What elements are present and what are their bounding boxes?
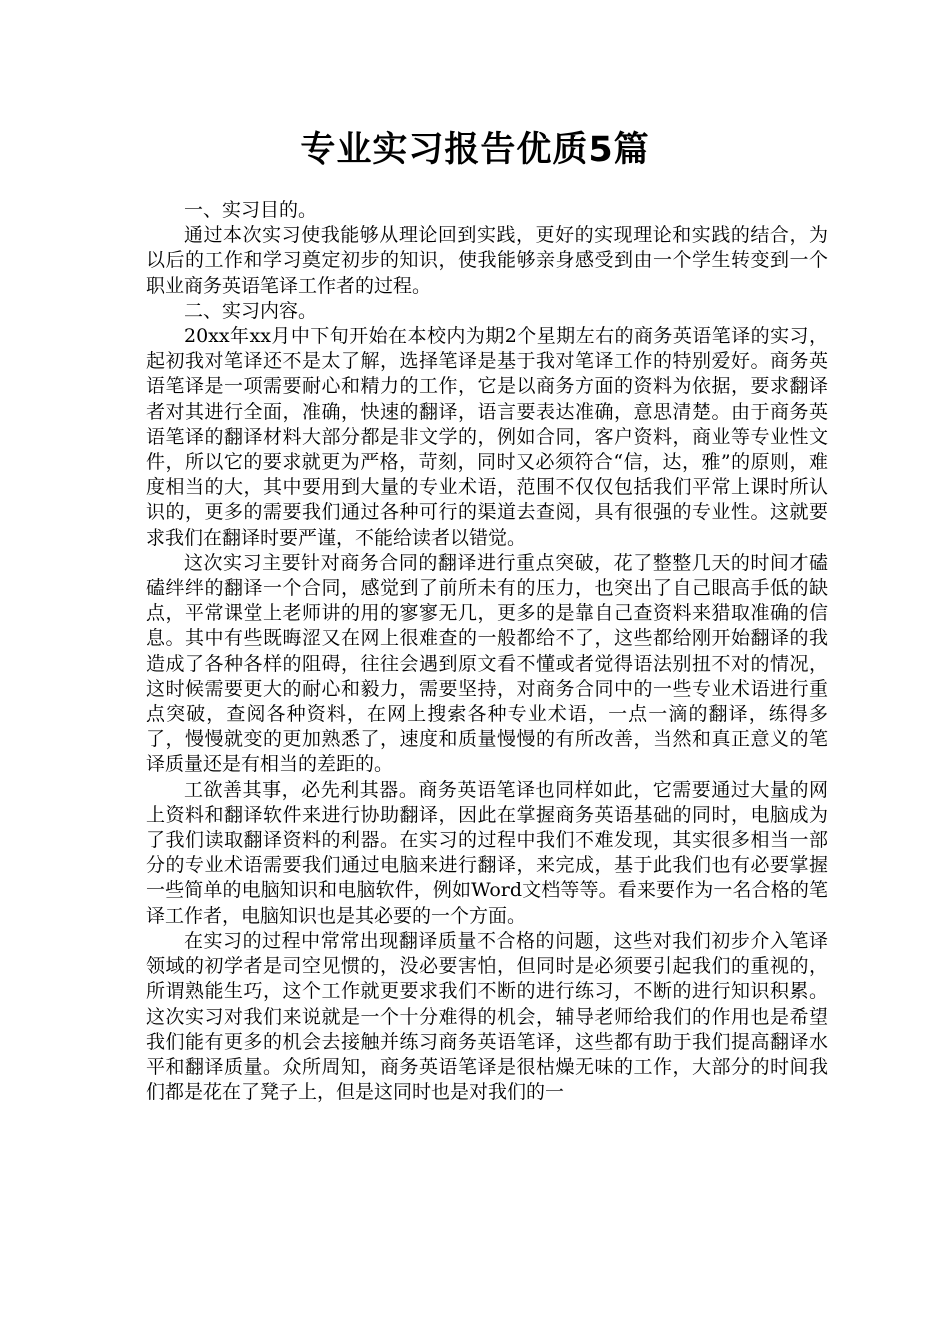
document-body [146, 198, 828, 1105]
paragraph-computer-tools: 工欲善其事，必先利其器。商务英语笔译也同样如此，它需要通过大量的网上资料和翻译软件来进行协助翻译，因此在掌握商务英语基础的同时，电脑成为了我们读取翻译资料的利器。在实习的过程中我们不难发现，其实很多相当一部分的专业术语需要我们通过电脑来进行翻译，来完成，基于此我们也有必要掌握一些简单的电脑知识和电脑软件，例如Word文档等等。看来要作为一名合格的笔译工作者，电脑知识也是其必要的一个方面。 [146, 778, 828, 927]
section-heading-content: 二、实习内容。 [184, 299, 318, 322]
paragraph-translation-quality: 在实习的过程中常常出现翻译质量不合格的问题，这些对我们初步介入笔译领域的初学者是司空见惯的，没必要害怕，但同时是必须要引起我们的重视的，所谓熟能生巧，这个工作就更要求我们不断的进行练习，不断的进行知识积累。这次实习对我们来说就是一个十分难得的机会，辅导老师给我们的作用也是希望我们能有更多的机会去接触并练习商务英语笔译，这些都有助于我们提高翻译水平和翻译质量。众所周知，商务英语笔译是很枯燥无味的工作，大部分的时间我们都是花在了凳子上，但是这同时也是对我们的一 [146, 929, 828, 1104]
paragraph-internship-overview: 20xx年xx月中下旬开始在本校内为期2个星期左右的商务英语笔译的实习，起初我对笔译还不是太了解，选择笔译是基于我对笔译工作的特别爱好。商务英语笔译是一项需要耐心和精力的工作，它是以商务方面的资料为依据，要求翻译者对其进行全面，准确，快速的翻译，语言要表达准确，意思清楚。由于商务英语笔译的翻译材料大部分都是非文学的，例如合同，客户资料，商业等专业性文件，所以它的要求就更为严格，苛刻，同时又必须符合“信，达，雅”的原则，难度相当的大，其中要用到大量的专业术语，范围不仅仅包括我们平常上课时所认识的，更多的需要我们通过各种可行的渠道去查阅，具有很强的专业性。这就要求我们在翻译时要严谨，不能给读者以错觉。 [146, 325, 828, 549]
document-title: 专业实习报告优质5篇 [300, 130, 650, 170]
section-heading-purpose: 一、实习目的。 [184, 199, 318, 221]
paragraph-purpose: 通过本次实习使我能够从理论回到实践，更好的实现理论和实践的结合，为以后的工作和学习奠定初步的知识，使我能够亲身感受到由一个学生转变到一个职业商务英语笔译工作者的过程。 [146, 224, 828, 297]
paragraph-contract-translation: 这次实习主要针对商务合同的翻译进行重点突破，花了整整几天的时间才磕磕绊绊的翻译一个合同，感觉到了前所未有的压力，也突出了自己眼高手低的缺点，平常课堂上老师讲的用的寥寥无几，更多的是靠自己查资料来猎取准确的信息。其中有些既晦涩又在网上很难查的一般都给不了，这些都给刚开始翻译的我造成了各种各样的阻碍，往往会遇到原文看不懂或者觉得语法别扭不对的情况，这时候需要更大的耐心和毅力，需要坚持，对商务合同中的一些专业术语进行重点突破，查阅各种资料，在网上搜索各种专业术语，一点一滴的翻译，练得多了，慢慢就变的更加熟悉了，速度和质量慢慢的有所改善，当然和真正意义的笔译质量还是有相当的差距的。 [146, 551, 828, 776]
